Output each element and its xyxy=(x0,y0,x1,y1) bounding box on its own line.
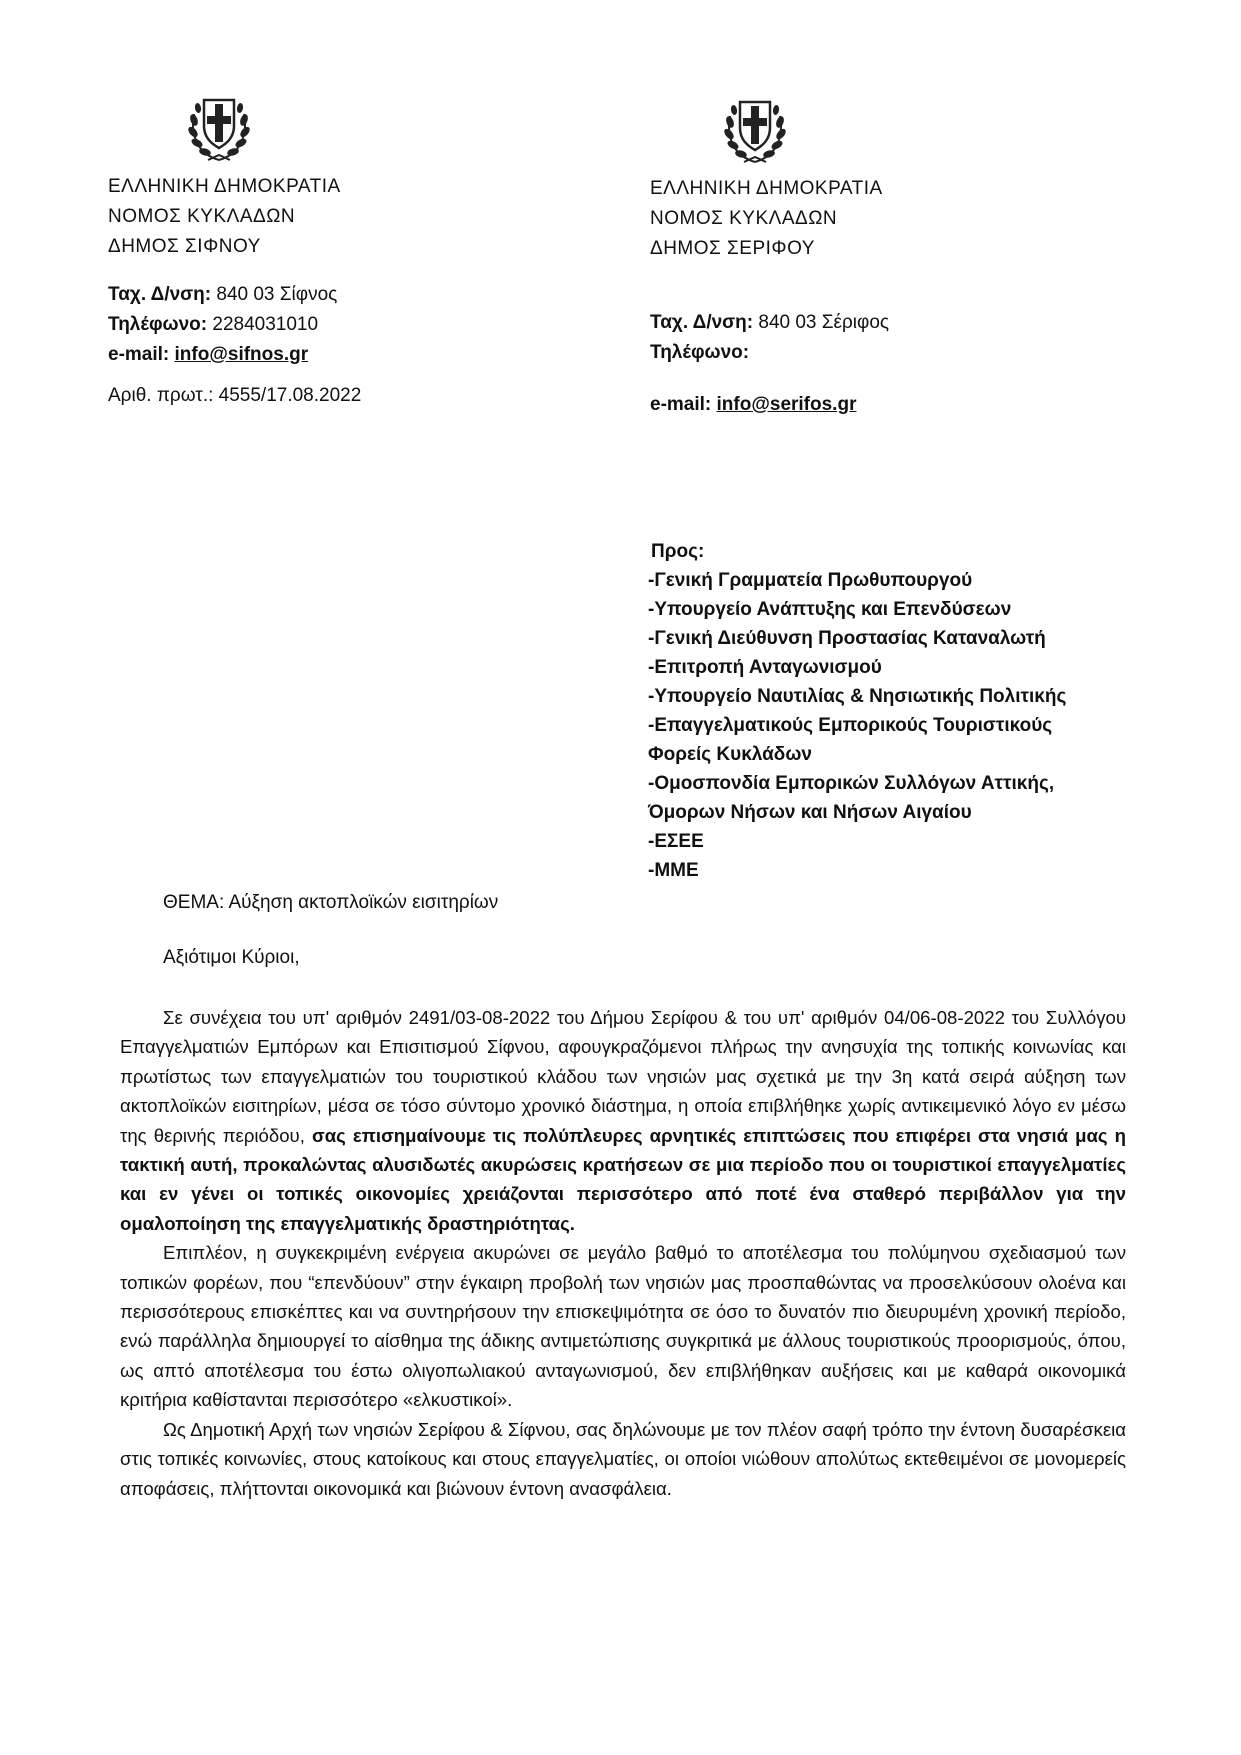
recipient-item: -Υπουργείο Ανάπτυξης και Επενδύσεων xyxy=(648,599,1012,620)
paragraph-1-emphasis: σας επισημαίνουμε τις πολύπλευρες αρνητικές επιπτώσεις που επιφέρει στα νησιά μας η τακτική αυτή, προκαλώντας αλυσιδωτές ακυρώσεις κρατήσεων σε μια περίοδο που οι τουριστικοί επαγγελματίες και εν γένει οι τοπικές οικονομίες χρειάζονται περισσότερο από ποτέ ένα σταθερό περιβάλλον για την ομαλοποίηση της επαγγελματικής δραστηριότητας. xyxy=(120,1124,1127,1234)
recipient-item: -Υπουργείο Ναυτιλίας & Νησιωτικής Πολιτικής xyxy=(648,686,1067,707)
recipient-item: -Επαγγελματικούς Εμπορικούς Τουριστικούς xyxy=(648,715,1053,736)
right-email-link[interactable]: info@serifos.gr xyxy=(716,394,857,415)
recipients-title: Προς: xyxy=(651,541,705,562)
paragraph-3: Ως Δημοτική Αρχή των νησιών Σερίφου & Σίφνου, σας δηλώνουμε με τον πλέον σαφή τρόπο την έντονη δυσαρέσκεια στις τοπικές κοινωνίες, στους κατοίκους και στους επαγγελματίες, οι οποίοι νιώθουν απολύτως εκτεθειμένοι σε μονομερείς αποφάσεις, πλήττονται οικονομικά και βιώνουν έντονη ανασφάλεια. xyxy=(120,1418,1126,1499)
right-phone: Τηλέφωνο: xyxy=(650,342,750,363)
letter-body xyxy=(120,1003,1126,1503)
left-address: Ταχ. Δ/νση: 840 03 Σίφνος xyxy=(108,284,338,305)
right-header-municipality: ΔΗΜΟΣ ΣΕΡΙΦΟΥ xyxy=(650,238,815,259)
right-email: e-mail: info@serifos.gr xyxy=(650,394,857,415)
left-header-country: ΕΛΛΗΝΙΚΗ ΔΗΜΟΚΡΑΤΙΑ xyxy=(108,176,341,197)
recipient-item: -Γενική Γραμματεία Πρωθυπουργού xyxy=(648,570,973,591)
recipient-item: -Γενική Διεύθυνση Προστασίας Καταναλωτή xyxy=(648,628,1046,649)
right-address: Ταχ. Δ/νση: 840 03 Σέριφος xyxy=(650,312,890,333)
right-header-prefecture: ΝΟΜΟΣ ΚΥΚΛΑΔΩΝ xyxy=(650,208,838,229)
left-email-link[interactable]: info@sifnos.gr xyxy=(174,344,309,365)
left-phone: Τηλέφωνο: 2284031010 xyxy=(108,314,319,335)
greek-coat-of-arms-icon xyxy=(186,90,252,164)
recipients-block xyxy=(648,537,1208,885)
recipient-item: -ΕΣΕΕ xyxy=(648,831,704,852)
protocol-number: Αριθ. πρωτ.: 4555/17.08.2022 xyxy=(108,385,362,406)
recipient-item: -Ομοσπονδία Εμπορικών Συλλόγων Αττικής, xyxy=(648,773,1055,794)
left-email: e-mail: info@sifnos.gr xyxy=(108,344,309,365)
left-header-prefecture: ΝΟΜΟΣ ΚΥΚΛΑΔΩΝ xyxy=(108,206,296,227)
right-header-country: ΕΛΛΗΝΙΚΗ ΔΗΜΟΚΡΑΤΙΑ xyxy=(650,178,883,199)
salutation: Αξιότιμοι Κύριοι, xyxy=(163,947,300,968)
paragraph-2: Επιπλέον, η συγκεκριμένη ενέργεια ακυρώνει σε μεγάλο βαθμό το αποτέλεσμα του πολύμηνου σχεδιασμού των τοπικών φορέων, που “επενδύουν” στην έγκαιρη προβολή των νησιών μας προσπαθώντας να προσελκύσουν ολοένα και περισσότερους επισκέπτες και να συντηρήσουν την επισκεψιμότητα σε όσο το δυνατόν πιο διευρυμένη χρονική περίοδο, ενώ παράλληλα δημιουργεί το αίσθημα της άδικης αντιμετώπισης συγκριτικά με άλλους τουριστικούς προορισμούς, όπου, ως απτό αποτέλεσμα του έστω ολιγοπωλιακού ανταγωνισμού, δεν επιβλήθηκαν αυξήσεις και με καθαρά οικονομικά κριτήρια καθίστανται περισσότερο «ελκυστικοί». xyxy=(120,1242,1126,1411)
recipient-item: -ΜΜΕ xyxy=(648,860,699,881)
greek-coat-of-arms-icon xyxy=(722,92,788,166)
recipient-item: -Επιτροπή Ανταγωνισμού xyxy=(648,657,882,678)
paragraph-1 xyxy=(120,1003,1126,1238)
left-header-municipality: ΔΗΜΟΣ ΣΙΦΝΟΥ xyxy=(108,236,261,257)
recipient-item: Όμορων Νήσων και Νήσων Αιγαίου xyxy=(648,802,972,823)
paragraph-1-text: Σε συνέχεια του υπ' αριθμόν 2491/03-08-2022 του Δήμου Σερίφου & του υπ' αριθμόν 04/06-08-2022 του Συλλόγου Επαγγελματιών Εμπόρων και Επισιτισμού Σίφνου, αφουγκραζόμενοι πλήρως την ανησυχία της τοπικής κοινωνίας και πρωτίστως των επαγγελματιών του τουριστικού κλάδου των νησιών μας σχετικά με την 3η κατά σειρά αύξηση των ακτοπλοϊκών εισιτηρίων, μέσα σε τόσο σύντομο χρονικό διάστημα, η οποία επιβλήθηκε χωρίς αντικειμενικό λόγο εν μέσω της θερινής περιόδου, xyxy=(120,1007,1126,1146)
subject-line: ΘΕΜΑ: Αύξηση ακτοπλοϊκών εισιτηρίων xyxy=(163,892,499,913)
recipient-item: Φορείς Κυκλάδων xyxy=(648,744,812,765)
